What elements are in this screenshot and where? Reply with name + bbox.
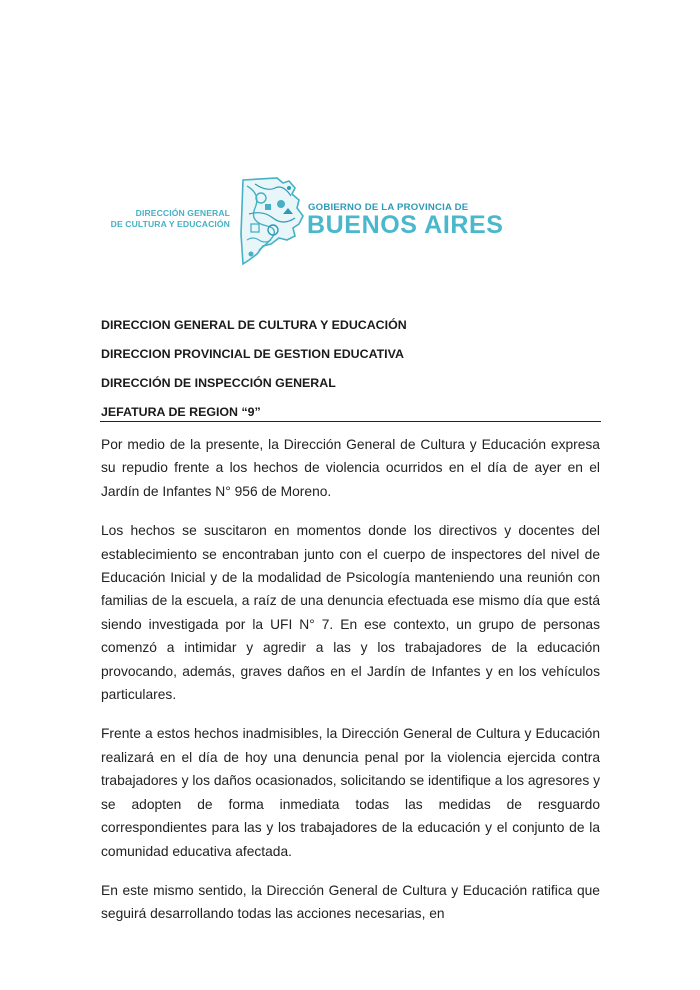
header-divider [100,421,601,422]
dgce-logo-text [104,208,230,230]
letterhead-line-1: DIRECCION GENERAL DE CULTURA Y EDUCACIÓN [101,318,407,332]
paragraph-2: Los hechos se suscitaron en momentos donde los directivos y docentes del establecimiento se encontraban junto con el cuerpo de inspectores del nivel de Educación Inicial y de la modalidad de Psicología manteniendo una reunión con familias de la escuela, a raíz de una denuncia efectuada ese mismo día que está siendo investigada por la UFI N° 7. En ese contexto, un grupo de personas comenzó a intimidar y agredir a las y los trabajadores de la educación provocando, además, graves daños en el Jardín de Infantes y en los vehículos particulares. [101,523,600,703]
dgce-logo-line-2: DE CULTURA Y EDUCACIÓN [110,219,230,229]
document-body [101,433,600,942]
paragraph-1: Por medio de la presente, la Dirección General de Cultura y Educación expresa su repudio frente a los hechos de violencia ocurridos en el día de ayer en el Jardín de Infantes N° 956 de Moreno. [101,437,600,499]
header-logo [100,172,504,267]
paragraph-3: Frente a estos hechos inadmisibles, la Dirección General de Cultura y Educación realizará en el día de hoy una denuncia penal por la violencia ejercida contra trabajadores y los daños ocasionados, solicitando se identifique a los agresores y se adopten de forma inmediata todas las medidas de resguardo correspondientes para las y los trabajadores de la educación y el conjunto de la comunidad educativa afectada. [101,726,600,859]
letterhead-line-2: DIRECCION PROVINCIAL DE GESTION EDUCATIVA [101,347,404,361]
gobierno-logo-text: GOBIERNO DE LA PROVINCIA DE [308,202,469,213]
paragraph-4: En este mismo sentido, la Dirección General de Cultura y Educación ratifica que seguirá desarrollando todas las acciones necesarias, en [101,882,600,922]
letterhead-line-4: JEFATURA DE REGION “9” [101,405,261,419]
letterhead-block [101,314,601,427]
buenos-aires-province-map-icon [237,174,305,266]
buenos-aires-logo-text: BUENOS AIRES [307,211,504,239]
dgce-logo-line-1: DIRECCIÓN GENERAL [135,208,230,218]
letterhead-line-3: DIRECCIÓN DE INSPECCIÓN GENERAL [101,376,336,390]
